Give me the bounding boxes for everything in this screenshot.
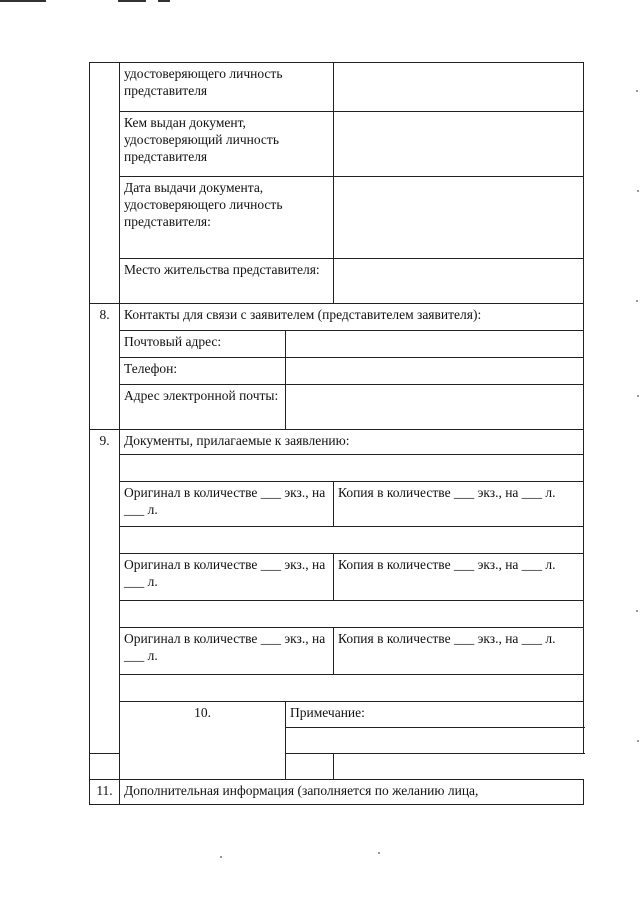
id-document-label: удостоверяющего личность представителя — [120, 63, 334, 112]
issue-date-label: Дата выдачи документа, удостоверяющего личность представителя: — [120, 177, 334, 259]
scan-speck — [636, 300, 638, 302]
issue-date-value[interactable] — [334, 177, 584, 259]
row-issued-by — [90, 112, 584, 177]
scan-speck — [637, 740, 639, 742]
section-9-title: Документы, прилагаемые к заявлению: — [120, 430, 584, 455]
residence-value[interactable] — [334, 259, 584, 304]
issued-by-value[interactable] — [334, 112, 584, 177]
document-3-name-row — [90, 601, 584, 628]
section-10-number: 10. — [120, 702, 286, 780]
document-1-name[interactable] — [120, 455, 584, 482]
document-1-quantity-row — [90, 482, 584, 527]
scan-speck — [636, 90, 638, 92]
section-10-title: Примечание: — [286, 702, 584, 728]
section-8-header — [90, 304, 584, 331]
document-4-name-row — [90, 675, 584, 702]
section-8-title: Контакты для связи с заявителем (представителем заявителя): — [120, 304, 584, 331]
scan-speck — [637, 395, 639, 397]
document-4-name[interactable] — [120, 675, 584, 702]
note-line-2[interactable] — [90, 754, 334, 780]
scan-mark-mid — [118, 0, 146, 2]
section-10-header — [90, 702, 584, 728]
email-label: Адрес электронной почты: — [120, 385, 286, 430]
document-1-name-row — [90, 455, 584, 482]
document-3-name[interactable] — [120, 601, 584, 628]
document-2-name[interactable] — [120, 527, 584, 554]
scan-speck — [637, 190, 639, 192]
document-3-copy[interactable]: Копия в количестве ___ экз., на ___ л. — [334, 628, 584, 675]
row-postal-address — [90, 331, 584, 358]
document-2-name-row — [90, 527, 584, 554]
email-value[interactable] — [286, 385, 584, 430]
section-9-number: 9. — [90, 430, 120, 754]
postal-address-label: Почтовый адрес: — [120, 331, 286, 358]
document-2-quantity-row — [90, 554, 584, 601]
row-number-empty — [90, 63, 120, 304]
section-11-title: Дополнительная информация (заполняется по желанию лица, — [120, 780, 584, 805]
phone-label: Телефон: — [120, 358, 286, 385]
scan-mark-right — [158, 0, 170, 2]
row-issue-date — [90, 177, 584, 259]
issued-by-label: Кем выдан документ, удостоверяющий личность представителя — [120, 112, 334, 177]
document-3-original[interactable]: Оригинал в количестве ___ экз., на ___ л. — [120, 628, 334, 675]
section-9-header — [90, 430, 584, 455]
row-residence — [90, 259, 584, 304]
scan-mark-left — [0, 0, 46, 2]
residence-label: Место жительства представителя: — [120, 259, 334, 304]
note-line-2-row — [90, 754, 584, 780]
section-11-number: 11. — [90, 780, 120, 805]
application-form-table — [89, 62, 584, 805]
document-2-original[interactable]: Оригинал в количестве ___ экз., на ___ л. — [120, 554, 334, 601]
phone-value[interactable] — [286, 358, 584, 385]
row-id-document — [90, 63, 584, 112]
scan-speck — [636, 610, 638, 612]
note-line-1[interactable] — [286, 728, 584, 754]
document-1-original[interactable]: Оригинал в количестве ___ экз., на ___ л. — [120, 482, 334, 527]
id-document-value[interactable] — [334, 63, 584, 112]
document-3-quantity-row — [90, 628, 584, 675]
section-11-header — [90, 780, 584, 805]
document-1-copy[interactable]: Копия в количестве ___ экз., на ___ л. — [334, 482, 584, 527]
scan-speck — [378, 852, 380, 854]
scan-speck — [220, 856, 222, 858]
row-phone — [90, 358, 584, 385]
document-2-copy[interactable]: Копия в количестве ___ экз., на ___ л. — [334, 554, 584, 601]
postal-address-value[interactable] — [286, 331, 584, 358]
section-8-number: 8. — [90, 304, 120, 430]
row-email — [90, 385, 584, 430]
